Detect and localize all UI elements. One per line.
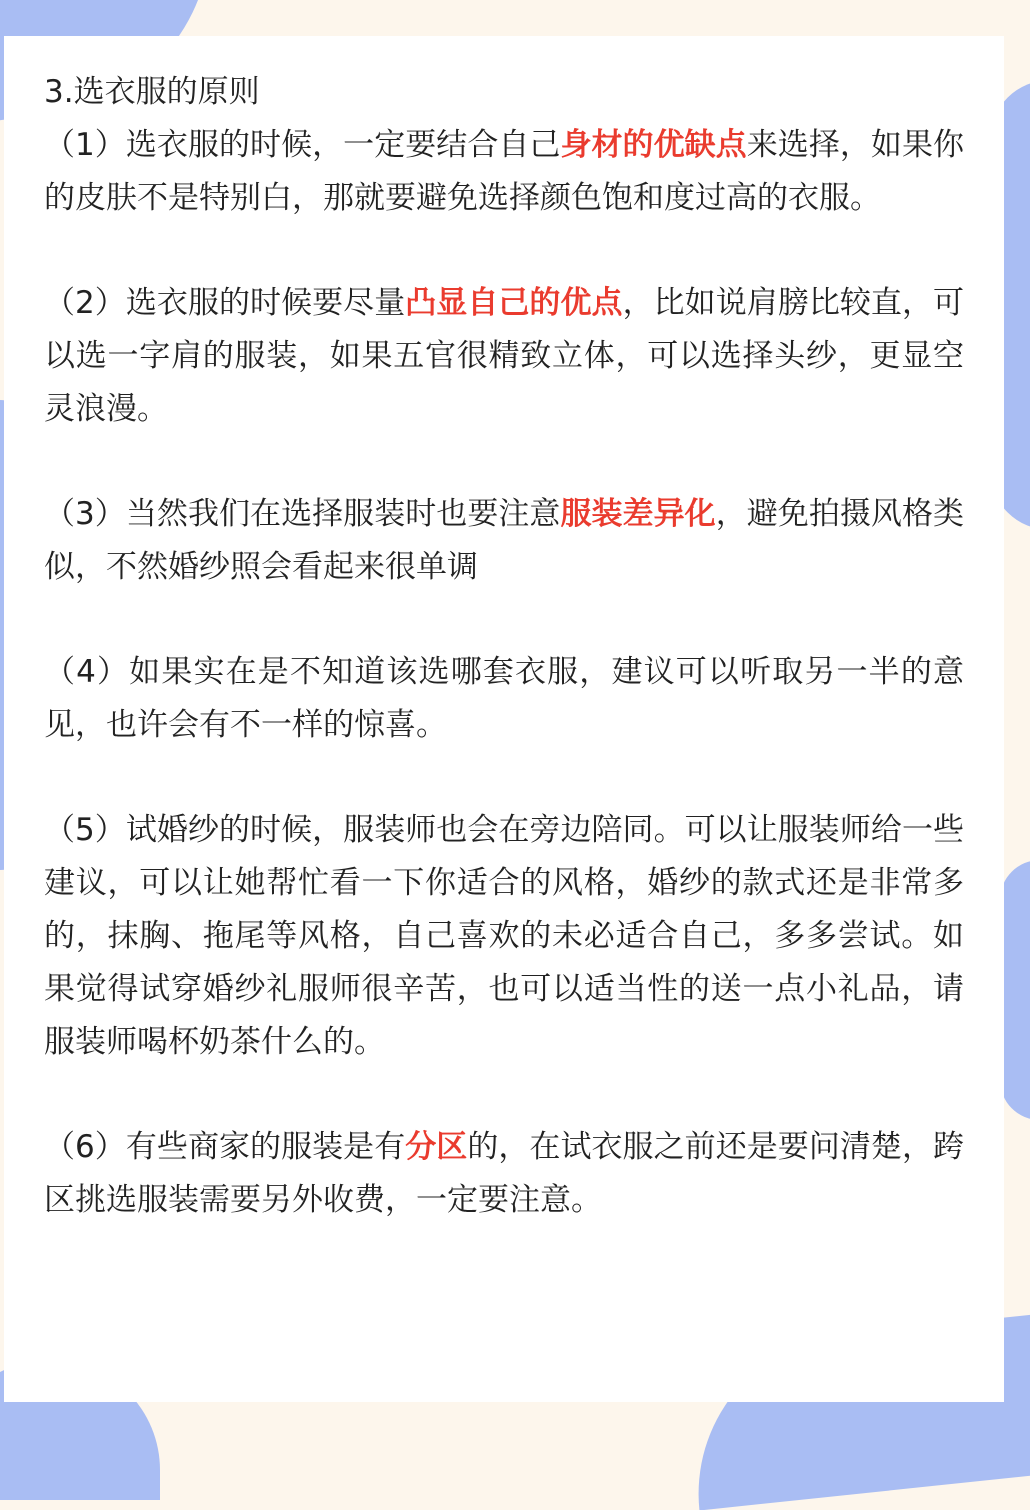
highlight-text: 凸显自己的优点: [405, 285, 623, 321]
section-title: 3.选衣服的原则: [44, 74, 260, 110]
paragraph-2: [44, 277, 964, 436]
decor-shape-right-middle: [1000, 860, 1030, 1120]
article: [44, 66, 964, 1279]
paragraph-text: 来选择，如果你的皮肤不是特别白，那就要避免选择颜色饱和度过高的衣服。: [44, 127, 964, 216]
paragraph-text: （3）当然我们在选择服装时也要注意: [44, 496, 561, 532]
highlight-text: 服装差异化: [560, 496, 716, 532]
paragraph-text: （1）选衣服的时候，一定要结合自己: [44, 127, 561, 163]
paragraph-1: [44, 119, 964, 225]
paragraph-4: [44, 646, 964, 752]
paragraph-text: 的，在试衣服之前还是要问清楚，跨区挑选服装需要另外收费，一定要注意。: [44, 1129, 964, 1218]
paragraph-6: [44, 1121, 964, 1227]
paragraph-text: ，比如说肩膀比较直，可以选一字肩的服装，如果五官很精致立体，可以选择头纱，更显空灵浪漫。: [44, 285, 964, 427]
paragraph-text: （6）有些商家的服装是有: [44, 1129, 406, 1165]
paragraph-text: ，避免拍摄风格类似，不然婚纱照会看起来很单调: [44, 496, 964, 585]
highlight-text: 身材的优缺点: [560, 127, 747, 163]
paragraph-text: （5）试婚纱的时候，服装师也会在旁边陪同。可以让服装师给一些建议，可以让她帮忙看一下你适合的风格，婚纱的款式还是非常多的，抹胸、拖尾等风格，自己喜欢的未必适合自己，多多尝试。如果觉得试穿婚纱礼服师很辛苦，也可以适当性的送一点小礼品，请服装师喝杯奶茶什么的。: [44, 812, 964, 1060]
paragraph-3: [44, 488, 964, 594]
highlight-text: 分区: [405, 1129, 468, 1165]
paragraph-text: （4）如果实在是不知道该选哪套衣服，建议可以听取另一半的意见，也许会有不一样的惊喜。: [44, 654, 964, 743]
paragraph-5: [44, 804, 964, 1069]
paragraph-text: （2）选衣服的时候要尽量: [44, 285, 406, 321]
